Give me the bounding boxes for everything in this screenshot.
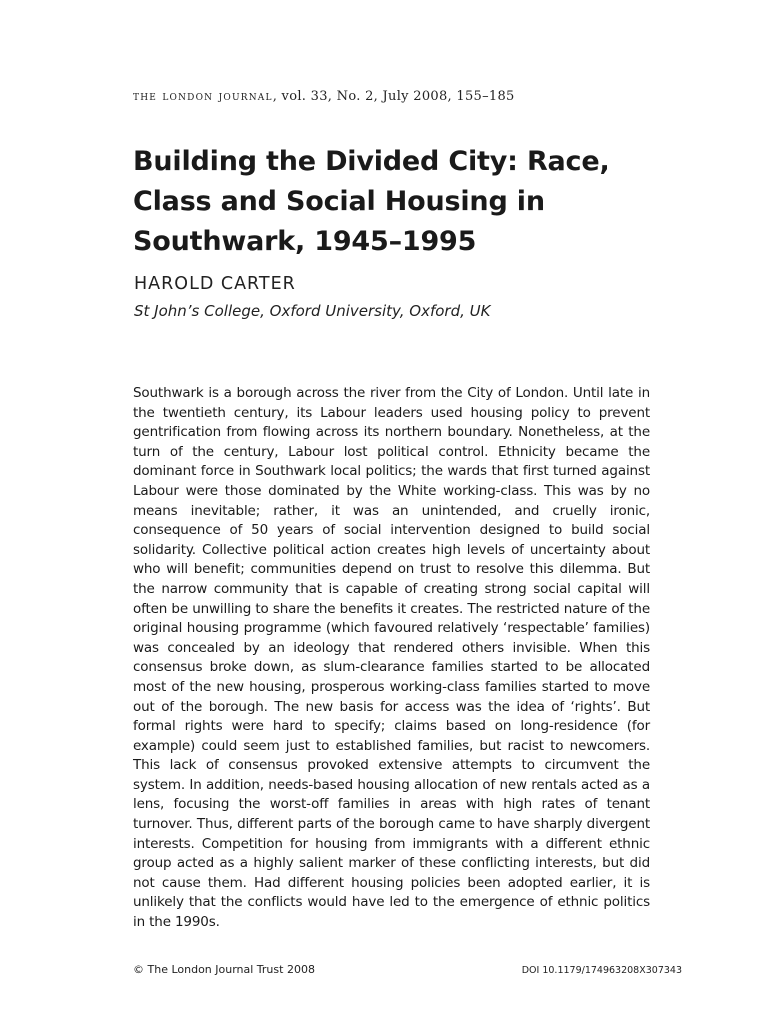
copyright-notice: © The London Journal Trust 2008 bbox=[133, 963, 315, 976]
doi-identifier: DOI 10.1179/174963208X307343 bbox=[521, 965, 682, 976]
journal-citation bbox=[133, 89, 515, 104]
author-name: HAROLD CARTER bbox=[134, 274, 296, 294]
volume-issue-pages: , vol. 33, No. 2, July 2008, 155–185 bbox=[272, 89, 515, 104]
author-affiliation: St John’s College, Oxford University, Oxford, UK bbox=[134, 302, 491, 320]
article-title: Building the Divided City: Race, Class and Social Housing in Southwark, 1945–1995 bbox=[133, 146, 610, 257]
abstract-text: Southwark is a borough across the river from the City of London. Until late in the twentieth century, its Labour leaders used housing policy to prevent gentrification from flowing across its northern boundary. Nonetheless, at the turn of the century, Labour lost political control. Ethnicity became the dominant force in Southwark local politics; the wards that first turned against Labour were those dominated by the White working-class. This was by no means inevitable; rather, it was an unintended, and cruelly ironic, consequence of 50 years of social intervention designed to build social solidarity. Collective political action creates high levels of uncertainty about who will benefit; communities depend on trust to resolve this dilemma. But the narrow community that is capable of creating strong social capital will often be unwilling to share the benefits it creates. The restricted nature of the original housing programme (which favoured relatively ‘respectable’ families) was concealed by an ideology that rendered others invisible. When this consensus broke down, as slum-clearance families started to be allocated most of the new housing, prosperous working-class families started to move out of the borough. The new basis for access was the idea of ‘rights’. But formal rights were hard to specify; claims based on long-residence (for example) could seem just to established families, but racist to newcomers. This lack of consensus provoked extensive attempts to circumvent the system. In addition, needs-based housing allocation of new rentals acted as a lens, focusing the worst-off families in areas with high rates of tenant turnover. Thus, different parts of the borough came to have sharply divergent interests. Competition for housing from immigrants with a different ethnic group acted as a highly salient marker of these conflicting interests, but did not cause them. Had different housing policies been adopted earlier, it is unlikely that the conflicts would have led to the emergence of ethnic politics in the 1990s. bbox=[133, 385, 650, 931]
journal-name: the london journal bbox=[133, 89, 273, 104]
